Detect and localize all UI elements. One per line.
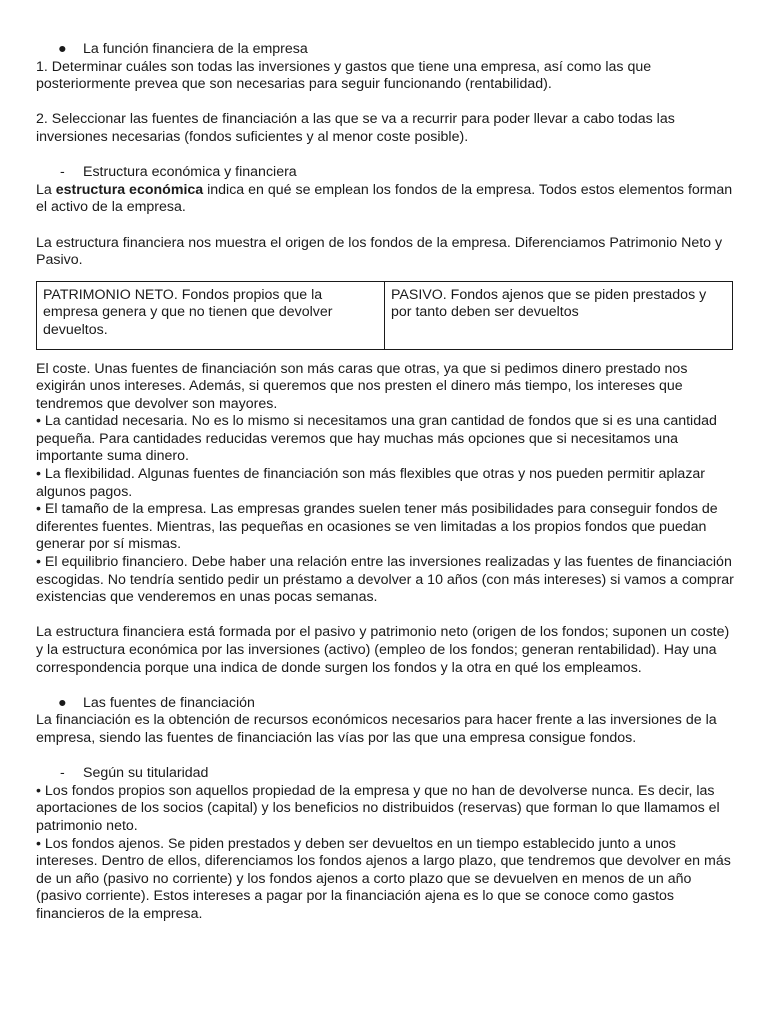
paragraph: La estructura financiera está formada por el pasivo y patrimonio neto (origen de los fondos; suponen un coste) y la estructura económica por las inversiones (activo) (empleo de los fondos; generan rentabilidad). Hay una correspondencia porque una indica de donde surgen los fondos y la otra en qué los empleamos. [36,624,730,676]
bold-term: estructura económica [55,181,204,198]
heading-text: Estructura económica y financiera [83,164,297,181]
section-heading-funcion-financiera [36,41,736,59]
bullet-icon: ● [58,41,67,57]
subsection-heading-titularidad [36,765,736,783]
dash-icon: - [60,164,65,181]
dash-icon: - [60,765,65,782]
paragraph: La estructura financiera nos muestra el origen de los fondos de la empresa. Diferenciamos Patrimonio Neto y Pasivo. [36,234,723,269]
list-item: • Los fondos propios son aquellos propiedad de la empresa y que no han de devolverse nunca. Es decir, las aportaciones de los socios (capital) y los beneficios no distribuidos (reservas) que forman lo que llamamos el patrimonio neto. [36,782,720,834]
subsection-heading-estructura [36,164,736,182]
paragraph: La financiación es la obtención de recursos económicos necesarios para hacer frente a las inversiones de la empresa, siendo las fuentes de financiación las vías por las que una empresa consigue fondos. [36,712,717,746]
table-cell-pasivo: PASIVO. Fondos ajenos que se piden prestados y por tanto deben ser devueltos [385,281,733,349]
paragraph: 2. Seleccionar las fuentes de financiación a las que se va a recurrir para poder llevar a cabo todas las inversiones necesarias (fondos suficientes y al menor coste posible). [36,111,675,145]
list-item: • La cantidad necesaria. No es lo mismo si necesitamos una gran cantidad de fondos que si es una cantidad pequeña. Para cantidades reducidas veremos que hay muchas más opciones que si necesitamos una importante suma dinero. [36,413,717,465]
heading-text: Las fuentes de financiación [83,694,255,711]
list-item: • Los fondos ajenos. Se piden prestados y deben ser devueltos en un tiempo establecido junto a unos intereses. Dentro de ellos, diferenciamos los fondos ajenos a largo plazo, que tendremos que devolver en más de un año (pasivo no corriente) y los fondos ajenos a corto plazo que se devuelven en menos de un año (pasivo corriente). Estos intereses a pagar por la financiación ajena es lo que se conoce como gastos financieros de la empresa. [36,835,731,922]
bullet-icon: ● [58,694,67,711]
list-item: • El equilibrio financiero. Debe haber una relación entre las inversiones realizadas y las fuentes de financiación escogidas. No tendría sentido pedir un préstamo a devolver a 10 años (con más intereses) si vamos a comprar existencias que venderemos en unas pocas semanas. [36,554,734,606]
section-heading-fuentes [36,695,736,713]
document-page [36,41,736,924]
table-cell-patrimonio: PATRIMONIO NETO. Fondos propios que la empresa genera y que no tienen que devolver devueltos. [37,281,385,349]
paragraph: La estructura económica indica en qué se emplean los fondos de la empresa. Todos estos elementos forman el activo de la empresa. [36,181,733,216]
heading-text: Según su titularidad [83,765,209,782]
paragraph: 1. Determinar cuáles son todas las inversiones y gastos que tiene una empresa, así como las que posteriormente prevea que son necesarias para seguir funcionando (rentabilidad). [36,58,652,93]
heading-text: La función financiera de la empresa [83,41,308,57]
paragraph: El coste. Unas fuentes de financiación son más caras que otras, ya que si pedimos dinero prestado nos exigirán unos intereses. Además, si queremos que nos presten el dinero más tiempo, los intereses que tendremos que devolver son mayores. [36,360,688,412]
list-item: • La flexibilidad. Algunas fuentes de financiación son más flexibles que otras y nos pueden permitir aplazar algunos pagos. [36,466,706,500]
list-item: • El tamaño de la empresa. Las empresas grandes suelen tener más posibilidades para conseguir fondos de diferentes fuentes. Mientras, las pequeñas en ocasiones se ven limitadas a los propios fondos que puedan generar por sí mismas. [36,501,718,553]
patrimonio-pasivo-table [36,281,733,350]
